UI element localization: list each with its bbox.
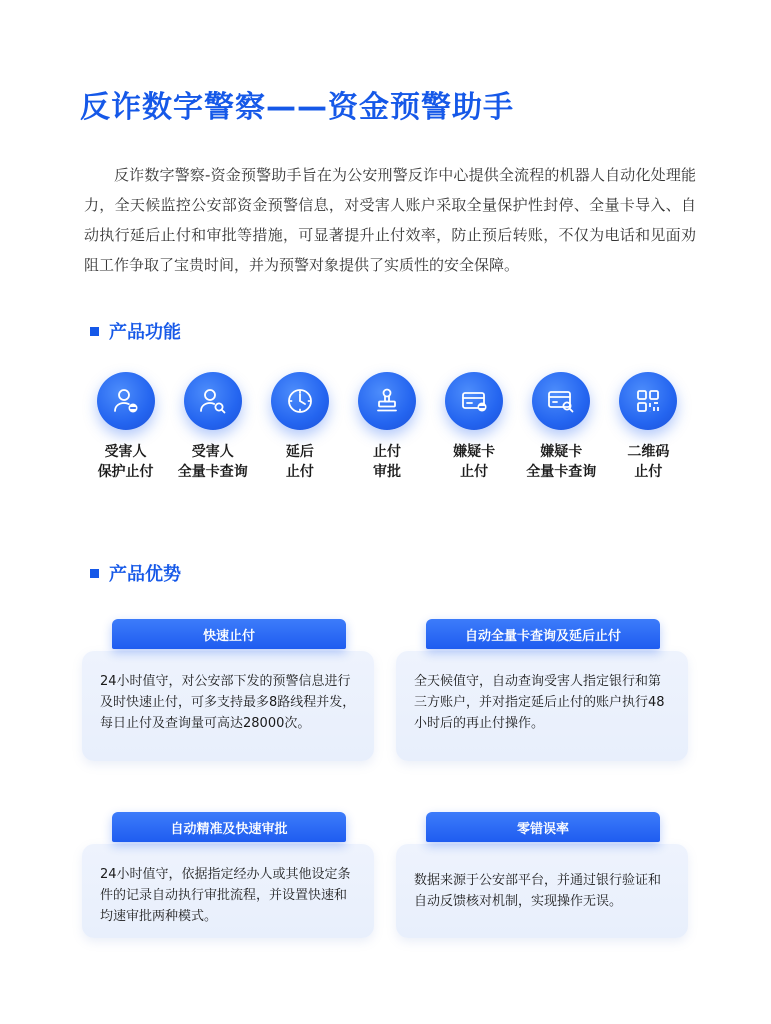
advantages-heading-label: 产品优势	[109, 564, 181, 585]
card-minus-icon	[445, 372, 503, 430]
card-tab: 自动全量卡查询及延后止付	[426, 619, 660, 649]
features-heading	[90, 318, 181, 344]
heading-marker	[90, 569, 99, 578]
person-search-icon	[184, 372, 242, 430]
features-heading-label: 产品功能	[109, 322, 181, 343]
card-body: 24小时值守，对公安部下发的预警信息进行及时快速止付，可多支持最多8路线程并发，每日止付及查询量可高达28000次。	[82, 651, 374, 761]
person-minus-icon	[97, 372, 155, 430]
feature-label: 延后 止付	[285, 444, 314, 480]
feature-label: 止付 审批	[372, 444, 401, 480]
card-tab: 自动精准及快速审批	[112, 812, 346, 842]
feature-label: 二维码 止付	[627, 444, 670, 480]
feature-victim-card-query	[169, 372, 256, 482]
advantages-heading	[90, 560, 181, 586]
card-tab: 零错误率	[426, 812, 660, 842]
intro-paragraph: 反诈数字警察-资金预警助手旨在为公安刑警反诈中心提供全流程的机器人自动化处理能力，全天候监控公安部资金预警信息，对受害人账户采取全量保护性封停、全量卡导入、自动执行延后止付和审批等措施，可显著提升止付效率，防止预后转账，不仅为电话和见面劝阻工作争取了宝贵时间，并为预警对象提供了实质性的安全保障。	[84, 166, 696, 274]
feature-list	[82, 372, 692, 482]
feature-suspect-card-freeze	[431, 372, 518, 482]
feature-label: 嫌疑卡 全量卡查询	[526, 444, 597, 480]
feature-victim-protect-freeze	[82, 372, 169, 482]
card-search-icon	[532, 372, 590, 430]
clock-icon	[271, 372, 329, 430]
feature-label: 嫌疑卡 止付	[453, 444, 496, 480]
feature-qrcode-freeze	[605, 372, 692, 482]
feature-suspect-card-query	[518, 372, 605, 482]
stamp-icon	[358, 372, 416, 430]
feature-freeze-approval	[343, 372, 430, 482]
qrcode-icon	[619, 372, 677, 430]
card-tab: 快速止付	[112, 619, 346, 649]
page-title: 反诈数字警察——资金预警助手	[80, 90, 514, 125]
heading-marker	[90, 327, 99, 336]
card-body: 数据来源于公安部平台，并通过银行验证和自动反馈核对机制，实现操作无误。	[396, 844, 688, 938]
feature-label: 受害人 全量卡查询	[177, 444, 248, 480]
card-body: 全天候值守，自动查询受害人指定银行和第三方账户，并对指定延后止付的账户执行48小时后的再止付操作。	[396, 651, 688, 761]
card-body: 24小时值守，依据指定经办人或其他设定条件的记录自动执行审批流程，并设置快速和均速审批两种模式。	[82, 844, 374, 938]
feature-label: 受害人 保护止付	[97, 444, 154, 480]
feature-delayed-freeze	[256, 372, 343, 482]
